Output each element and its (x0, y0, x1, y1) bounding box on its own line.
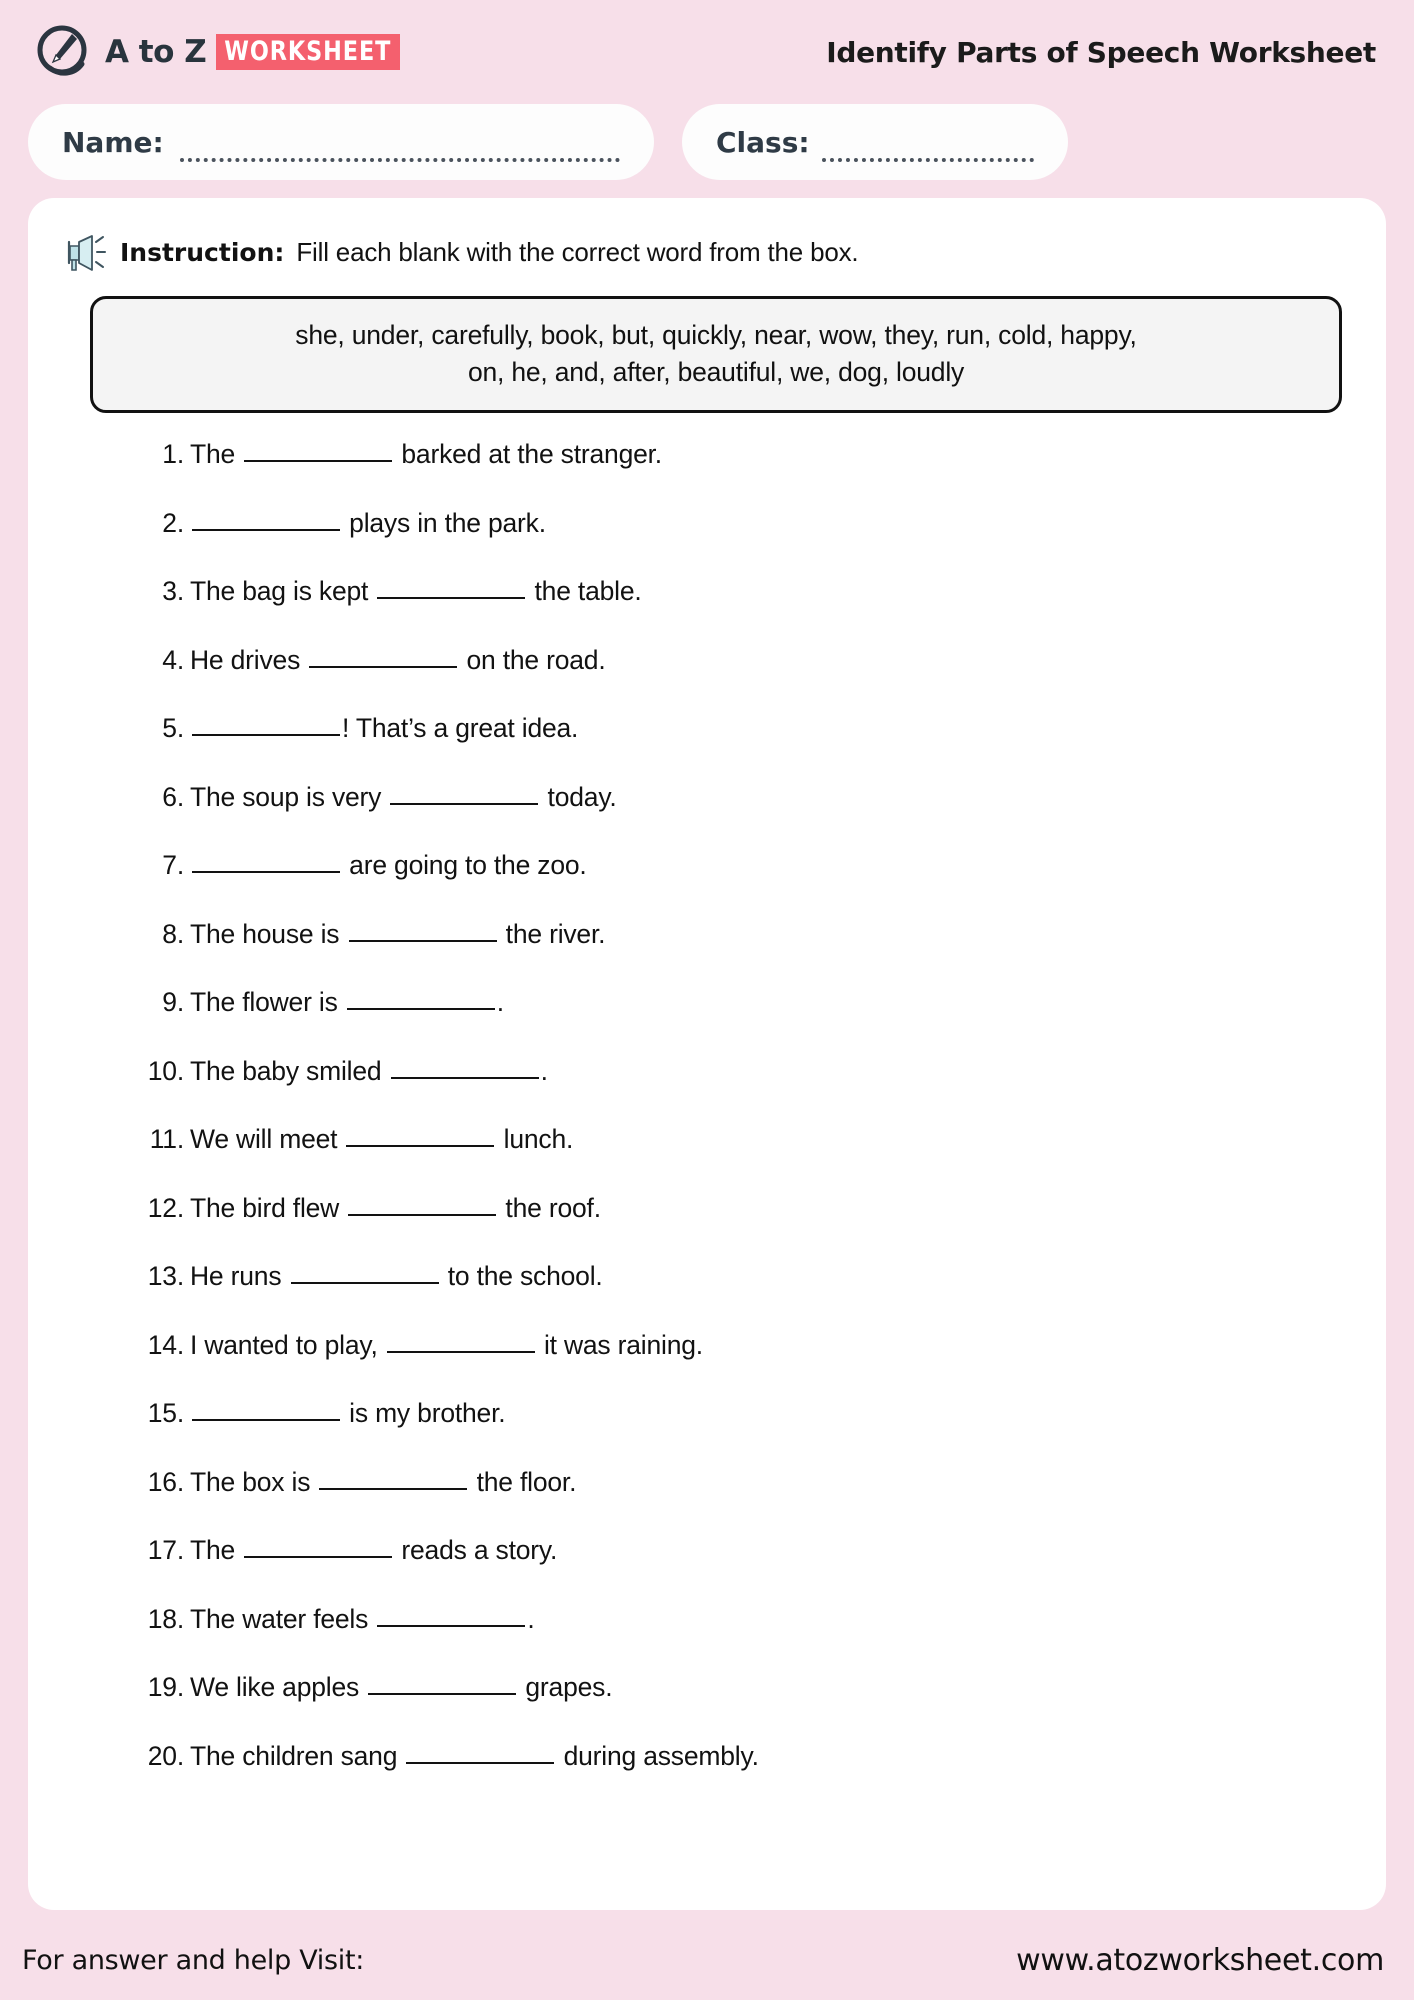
question-number: 13. (147, 1261, 184, 1292)
question-text (190, 576, 642, 607)
question-text-after: . (496, 987, 504, 1018)
question-text (190, 1124, 573, 1155)
question-number: 10. (147, 1055, 184, 1086)
question-text-after: the roof. (498, 1192, 601, 1223)
question-text-after: the table. (527, 576, 642, 607)
question-row (78, 1398, 1350, 1467)
question-text-before: The baby smiled (190, 1055, 389, 1086)
question-row (78, 439, 1350, 508)
question-row (78, 1535, 1350, 1604)
answer-blank[interactable] (319, 1488, 467, 1490)
answer-blank[interactable] (291, 1282, 439, 1284)
name-label: Name: (62, 125, 164, 159)
question-text-after: are going to the zoo. (342, 850, 587, 881)
question-text-after: today. (540, 781, 617, 812)
name-input-line[interactable] (180, 158, 620, 162)
question-number: 3. (162, 576, 184, 607)
question-text (190, 1193, 601, 1224)
question-text (190, 919, 605, 950)
question-text-after: it was raining. (536, 1329, 703, 1360)
question-text (190, 1741, 759, 1772)
question-row (78, 1330, 1350, 1399)
question-text (190, 1604, 535, 1635)
question-row (78, 508, 1350, 577)
question-text-after: barked at the stranger. (394, 439, 662, 470)
answer-blank[interactable] (348, 1214, 496, 1216)
question-row (78, 1261, 1350, 1330)
question-text-before: I wanted to play, (190, 1329, 385, 1360)
question-number: 2. (162, 507, 184, 538)
class-label: Class: (716, 125, 810, 159)
question-text-before: The box is (190, 1466, 318, 1497)
answer-blank[interactable] (377, 597, 525, 599)
question-text-before: We will meet (190, 1124, 345, 1155)
question-number: 11. (149, 1124, 184, 1155)
question-text-before: He runs (190, 1261, 289, 1292)
question-text (190, 987, 504, 1018)
question-text (190, 1261, 603, 1292)
megaphone-icon (66, 232, 108, 272)
answer-blank[interactable] (368, 1693, 516, 1695)
answer-blank[interactable] (349, 940, 497, 942)
question-number: 7. (162, 850, 184, 881)
question-number: 18. (147, 1603, 184, 1634)
question-text (190, 850, 587, 881)
question-row (78, 576, 1350, 645)
question-text (190, 645, 606, 676)
question-text-after: . (540, 1055, 548, 1086)
question-text (190, 782, 617, 813)
name-field-container[interactable] (28, 104, 654, 180)
answer-blank[interactable] (391, 1077, 539, 1079)
question-number: 17. (147, 1535, 184, 1566)
footer-website-link[interactable]: www.atozworksheet.com (1016, 1943, 1384, 1978)
question-row (78, 1741, 1350, 1810)
answer-blank[interactable] (309, 666, 457, 668)
answer-blank[interactable] (406, 1762, 554, 1764)
question-number: 9. (162, 987, 184, 1018)
question-text-after: lunch. (496, 1124, 574, 1155)
question-number: 15. (147, 1398, 184, 1429)
answer-blank[interactable] (346, 1145, 494, 1147)
answer-blank[interactable] (192, 1419, 340, 1421)
question-row (78, 645, 1350, 714)
question-text-before: He drives (190, 644, 308, 675)
question-text-after: ! That’s a great idea. (342, 713, 579, 744)
question-text-after: grapes. (518, 1672, 613, 1703)
question-number: 12. (147, 1192, 184, 1223)
question-number: 14. (147, 1329, 184, 1360)
question-row (78, 987, 1350, 1056)
question-row (78, 1604, 1350, 1673)
question-text (190, 1672, 612, 1703)
question-number: 20. (147, 1740, 184, 1771)
question-number: 1. (162, 439, 184, 470)
answer-blank[interactable] (244, 460, 392, 462)
word-bank-line-2: on, he, and, after, beautiful, we, dog, loudly (467, 356, 965, 387)
question-text-before: The children sang (190, 1740, 405, 1771)
question-text-after: on the road. (459, 644, 606, 675)
question-text-before: The bag is kept (190, 576, 376, 607)
question-text (190, 1535, 557, 1566)
question-text (190, 1330, 703, 1361)
question-number: 5. (162, 713, 184, 744)
question-row (78, 1672, 1350, 1741)
question-number: 6. (162, 781, 184, 812)
question-row (78, 1193, 1350, 1262)
question-text-before: The water feels (190, 1603, 376, 1634)
pen-in-circle-logo-icon (36, 24, 92, 80)
question-text-after: is my brother. (342, 1398, 506, 1429)
class-input-line[interactable] (822, 158, 1034, 162)
question-text-after: to the school. (440, 1261, 603, 1292)
answer-blank[interactable] (192, 734, 340, 736)
question-text-before: The (190, 439, 243, 470)
question-text-before: The flower is (190, 987, 345, 1018)
question-text-after: the river. (498, 918, 606, 949)
instruction-label: Instruction: (120, 237, 285, 267)
answer-blank[interactable] (192, 529, 340, 531)
question-text-after: plays in the park. (342, 507, 546, 538)
question-row (78, 850, 1350, 919)
answer-blank[interactable] (347, 1008, 495, 1010)
question-row (78, 1467, 1350, 1536)
question-list (58, 439, 1350, 1809)
question-text-after: reads a story. (394, 1535, 558, 1566)
page-footer (0, 1943, 1414, 1978)
word-bank-line-1: she, under, carefully, book, but, quickly, near, wow, they, run, cold, happy, (295, 320, 1137, 350)
answer-blank[interactable] (390, 803, 538, 805)
page-header (28, 0, 1386, 104)
page-title: Identify Parts of Speech Worksheet (826, 35, 1376, 69)
question-text-after: during assembly. (556, 1740, 759, 1771)
question-text (190, 439, 662, 470)
question-number: 19. (147, 1672, 184, 1703)
question-text (190, 713, 578, 744)
question-number: 4. (162, 644, 184, 675)
question-row (78, 919, 1350, 988)
class-field-container[interactable] (682, 104, 1068, 180)
question-text-before: The bird flew (190, 1192, 347, 1223)
brand-name-worksheet: WORKSHEET (216, 34, 400, 70)
question-text (190, 1467, 576, 1498)
question-text (190, 508, 546, 539)
question-row (78, 782, 1350, 851)
student-info-row (28, 104, 1386, 180)
question-text (190, 1056, 548, 1087)
question-row (78, 713, 1350, 782)
word-bank-box (90, 296, 1342, 413)
question-row (78, 1056, 1350, 1125)
answer-blank[interactable] (377, 1625, 525, 1627)
instruction-text: Fill each blank with the correct word from the box. (296, 236, 859, 267)
question-number: 16. (147, 1466, 184, 1497)
footer-help-text: For answer and help Visit: (22, 1945, 365, 1976)
question-row (78, 1124, 1350, 1193)
brand-wordmark (105, 34, 416, 70)
question-text-before: The house is (190, 918, 347, 949)
question-text (190, 1398, 505, 1429)
question-text-before: The soup is very (190, 781, 389, 812)
worksheet-card (28, 198, 1386, 1910)
question-number: 8. (162, 918, 184, 949)
answer-blank[interactable] (244, 1556, 392, 1558)
instruction-row (58, 232, 1350, 272)
question-text-after: the floor. (469, 1466, 577, 1497)
brand-logo (36, 24, 416, 80)
answer-blank[interactable] (387, 1351, 535, 1353)
question-text-before: We like apples (190, 1672, 367, 1703)
question-text-after: . (527, 1603, 535, 1634)
brand-name-atoz: A to Z (105, 34, 207, 70)
question-text-before: The (190, 1535, 243, 1566)
answer-blank[interactable] (192, 871, 340, 873)
